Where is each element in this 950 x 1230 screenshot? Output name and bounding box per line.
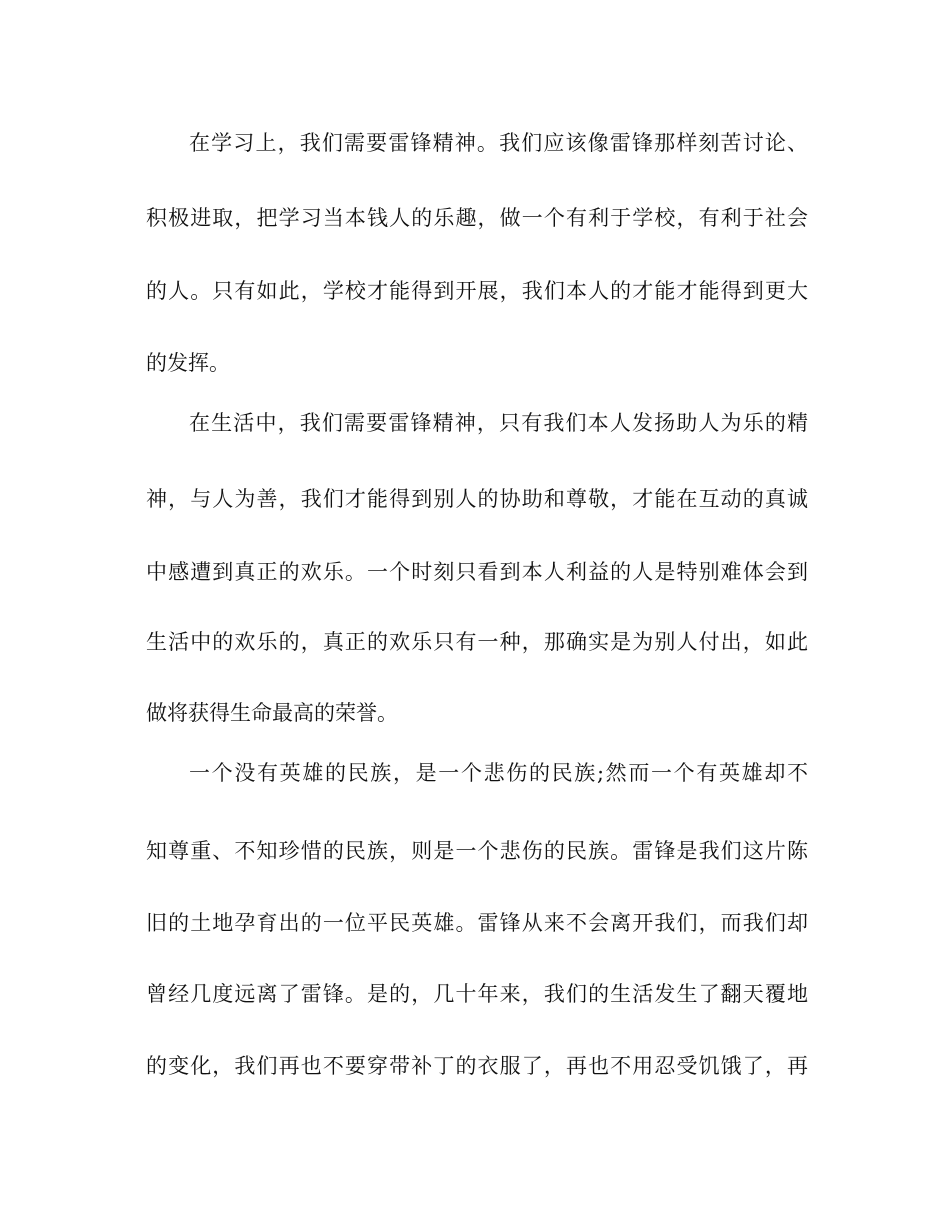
paragraph-2-line-2: 神，与人为善，我们才能得到别人的协助和尊敬，才能在互动的真诚 xyxy=(146,487,808,511)
paragraph-2-line-4: 生活中的欢乐的，真正的欢乐只有一种，那确实是为别人付出，如此 xyxy=(146,630,808,654)
paragraph-2-line-1: 在生活中，我们需要雷锋精神，只有我们本人发扬助人为乐的精 xyxy=(189,411,808,435)
paragraph-3-line-2: 知尊重、不知珍惜的民族，则是一个悲伤的民族。雷锋是我们这片陈 xyxy=(146,839,808,863)
paragraph-3-line-5: 的变化，我们再也不要穿带补丁的衣服了，再也不用忍受饥饿了，再 xyxy=(146,1054,808,1078)
paragraph-2-line-3: 中感遭到真正的欢乐。一个时刻只看到本人利益的人是特别难体会到 xyxy=(146,560,808,584)
paragraph-1-line-3: 的人。只有如此，学校才能得到开展，我们本人的才能才能得到更大 xyxy=(146,279,808,303)
paragraph-1-line-1: 在学习上，我们需要雷锋精神。我们应该像雷锋那样刻苦讨论、 xyxy=(189,131,808,155)
paragraph-3-line-1: 一个没有英雄的民族，是一个悲伤的民族;然而一个有英雄却不 xyxy=(189,761,808,785)
paragraph-1-line-4: 的发挥。 xyxy=(146,351,230,375)
paragraph-3-line-3: 旧的土地孕育出的一位平民英雄。雷锋从来不会离开我们，而我们却 xyxy=(146,911,808,935)
paragraph-3-line-4: 曾经几度远离了雷锋。是的，几十年来，我们的生活发生了翻天覆地 xyxy=(146,982,808,1006)
paragraph-1-line-2: 积极进取，把学习当本钱人的乐趣，做一个有利于学校，有利于社会 xyxy=(146,206,808,230)
paragraph-2-line-5: 做将获得生命最高的荣誉。 xyxy=(146,701,398,725)
